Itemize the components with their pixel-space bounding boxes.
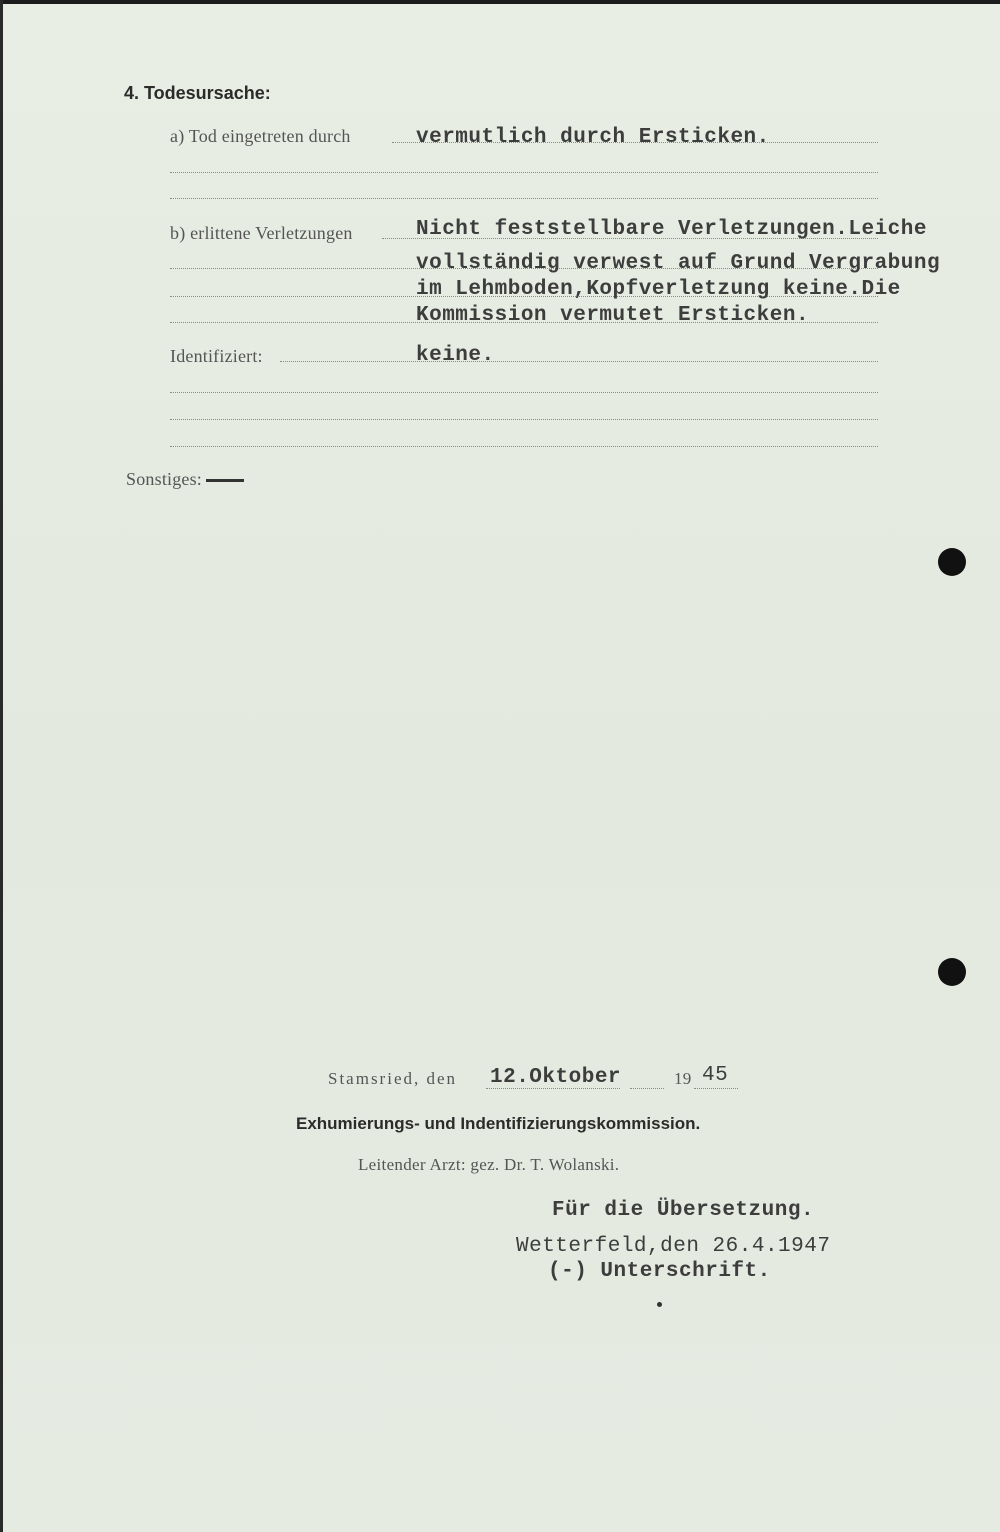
dotted-line xyxy=(170,172,878,173)
other-label-text: Sonstiges: xyxy=(126,469,203,489)
dotted-line xyxy=(170,392,878,393)
year-prefix: 19 xyxy=(674,1069,692,1088)
doctor-signature: Leitender Arzt: gez. Dr. T. Wolanski. xyxy=(358,1155,620,1174)
commission-name: Exhumierungs- und Indentifizierungskommission. xyxy=(296,1114,701,1133)
dotted-line xyxy=(170,198,878,199)
scan-edge-left xyxy=(0,0,3,1532)
translation-line: Für die Übersetzung. xyxy=(552,1199,815,1222)
dotted-line xyxy=(280,361,878,362)
cause-value: vermutlich durch Ersticken. xyxy=(416,126,770,149)
other-label xyxy=(126,469,244,490)
injuries-label: b) erlittene Verletzungen xyxy=(170,223,353,243)
year-suffix: 45 xyxy=(702,1064,729,1087)
section-heading: 4. Todesursache: xyxy=(124,83,271,103)
cause-label: a) Tod eingetreten durch xyxy=(170,126,351,146)
injuries-line: vollständig verwest auf Grund Vergrabung xyxy=(416,252,941,275)
punch-hole xyxy=(938,958,966,986)
dotted-line xyxy=(630,1088,664,1089)
punch-hole xyxy=(938,548,966,576)
dotted-line xyxy=(170,419,878,420)
identified-value: keine. xyxy=(416,344,495,367)
injuries-line: im Lehmboden,Kopfverletzung keine.Die xyxy=(416,278,901,301)
blank-mark xyxy=(206,479,244,482)
translation-line: Wetterfeld,den 26.4.1947 xyxy=(516,1235,831,1258)
injuries-line: Kommission vermutet Ersticken. xyxy=(416,304,810,327)
ink-dot xyxy=(657,1302,662,1307)
identified-label: Identifiziert: xyxy=(170,346,263,366)
dotted-line xyxy=(170,446,878,447)
injuries-line: Nicht feststellbare Verletzungen.Leiche xyxy=(416,218,927,241)
dotted-line xyxy=(694,1088,738,1089)
place-text: Stamsried, den xyxy=(328,1069,458,1088)
scan-edge-top xyxy=(0,0,1000,4)
date-value: 12.Oktober xyxy=(490,1066,622,1089)
translation-line: (-) Unterschrift. xyxy=(548,1260,771,1283)
